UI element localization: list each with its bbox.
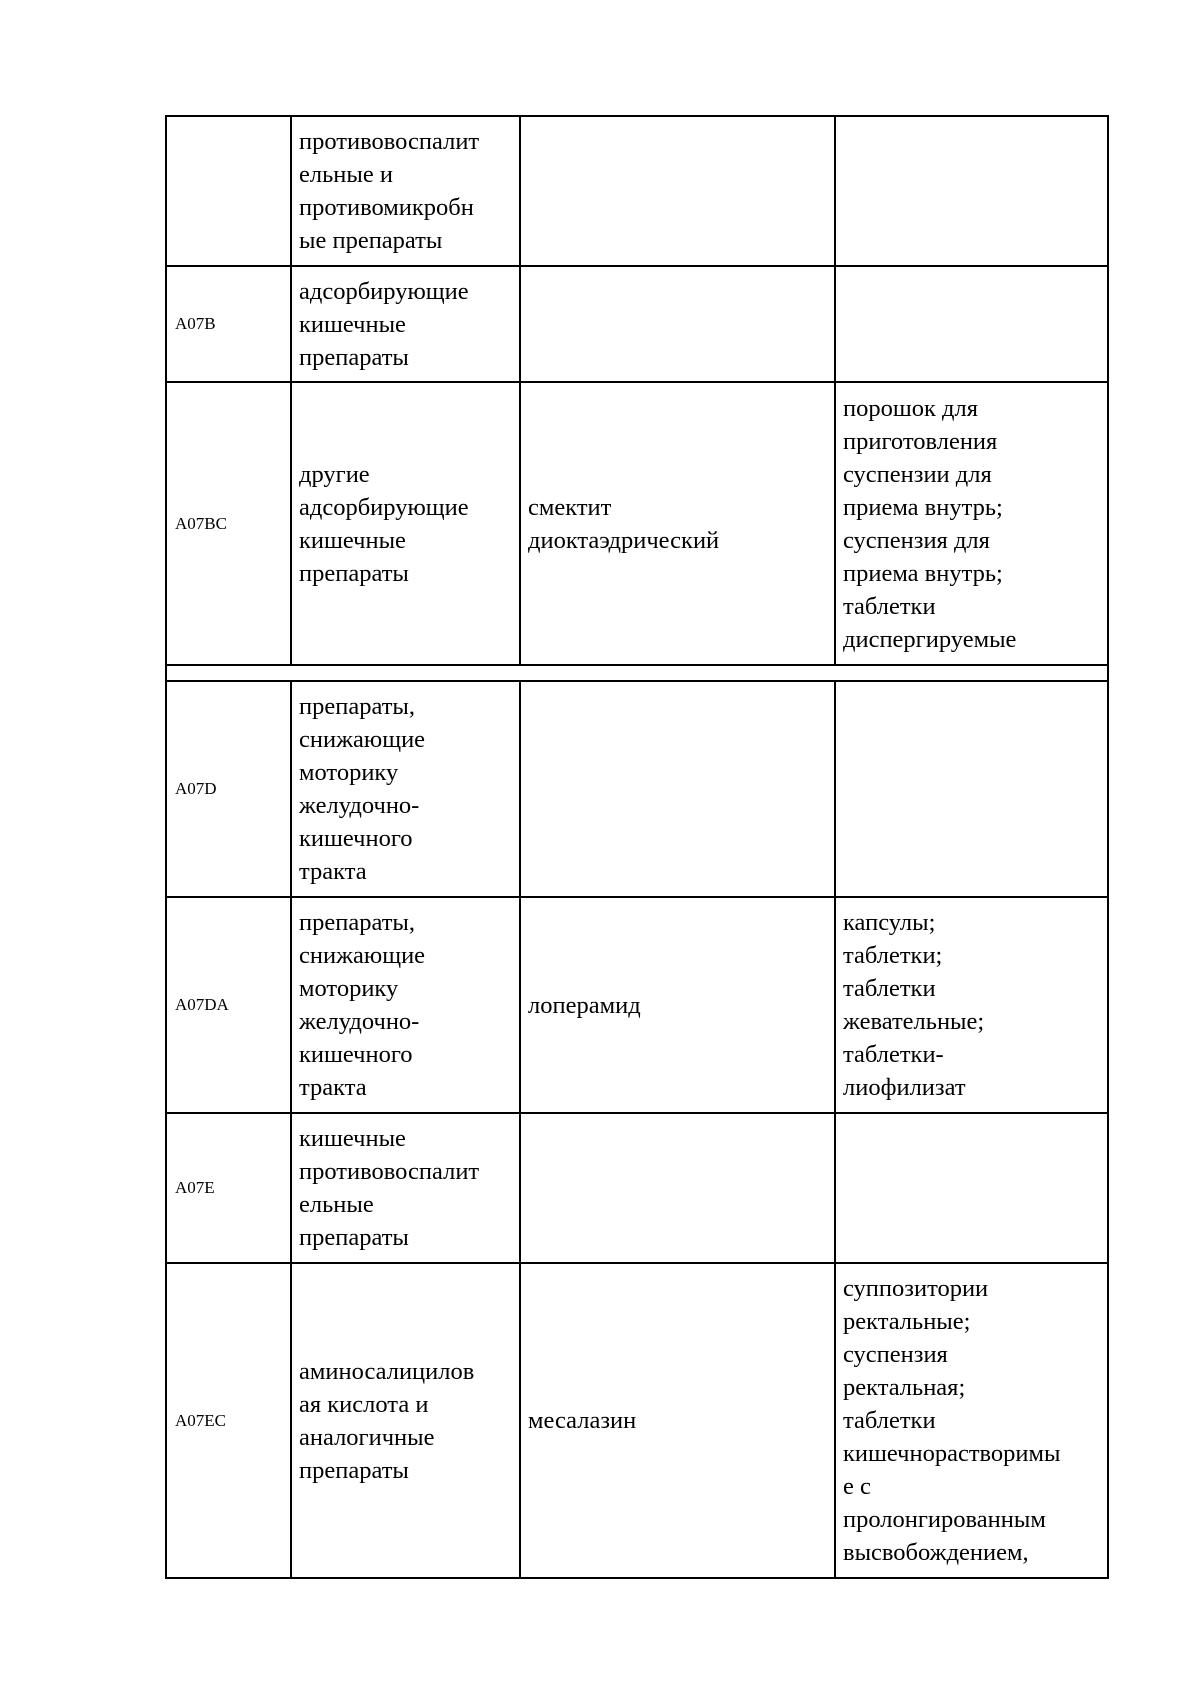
substance-cell: лоперамид xyxy=(520,897,835,1113)
substance-cell xyxy=(520,116,835,266)
table-row xyxy=(166,116,1108,266)
group-name-cell: аминосалицилов ая кислота и аналогичные препараты xyxy=(291,1263,520,1578)
table-separator-row xyxy=(166,665,1108,681)
drug-classification-table xyxy=(165,115,1109,1579)
dosage-form-cell xyxy=(835,116,1108,266)
group-name-cell: кишечные противовоспалит ельные препараты xyxy=(291,1113,520,1263)
group-name-cell: адсорбирующие кишечные препараты xyxy=(291,266,520,382)
dosage-form-cell: капсулы; таблетки; таблетки жевательные; таблетки- лиофилизат xyxy=(835,897,1108,1113)
atc-code-cell: A07BC xyxy=(166,382,291,665)
group-name-cell: другие адсорбирующие кишечные препараты xyxy=(291,382,520,665)
dosage-form-cell xyxy=(835,1113,1108,1263)
atc-code-cell: A07EC xyxy=(166,1263,291,1578)
substance-cell xyxy=(520,1113,835,1263)
atc-code-cell: A07E xyxy=(166,1113,291,1263)
table-row xyxy=(166,266,1108,382)
substance-cell: смектит диоктаэдрический xyxy=(520,382,835,665)
substance-cell xyxy=(520,681,835,897)
atc-code-cell: A07DA xyxy=(166,897,291,1113)
table-row xyxy=(166,1113,1108,1263)
group-name-cell: препараты, снижающие моторику желудочно- кишечного тракта xyxy=(291,897,520,1113)
dosage-form-cell xyxy=(835,266,1108,382)
table-row xyxy=(166,681,1108,897)
substance-cell: месалазин xyxy=(520,1263,835,1578)
group-name-cell: противовоспалит ельные и противомикробн ые препараты xyxy=(291,116,520,266)
separator-cell xyxy=(166,665,1108,681)
table-row xyxy=(166,897,1108,1113)
table-row xyxy=(166,382,1108,665)
table-row xyxy=(166,1263,1108,1578)
atc-code-cell: A07D xyxy=(166,681,291,897)
atc-code-cell: A07B xyxy=(166,266,291,382)
group-name-cell: препараты, снижающие моторику желудочно- кишечного тракта xyxy=(291,681,520,897)
atc-code-cell xyxy=(166,116,291,266)
substance-cell xyxy=(520,266,835,382)
dosage-form-cell: суппозитории ректальные; суспензия ректальная; таблетки кишечнорастворимы е с пролонгированным высвобождением, xyxy=(835,1263,1108,1578)
dosage-form-cell xyxy=(835,681,1108,897)
dosage-form-cell: порошок для приготовления суспензии для приема внутрь; суспензия для приема внутрь; таблетки диспергируемые xyxy=(835,382,1108,665)
